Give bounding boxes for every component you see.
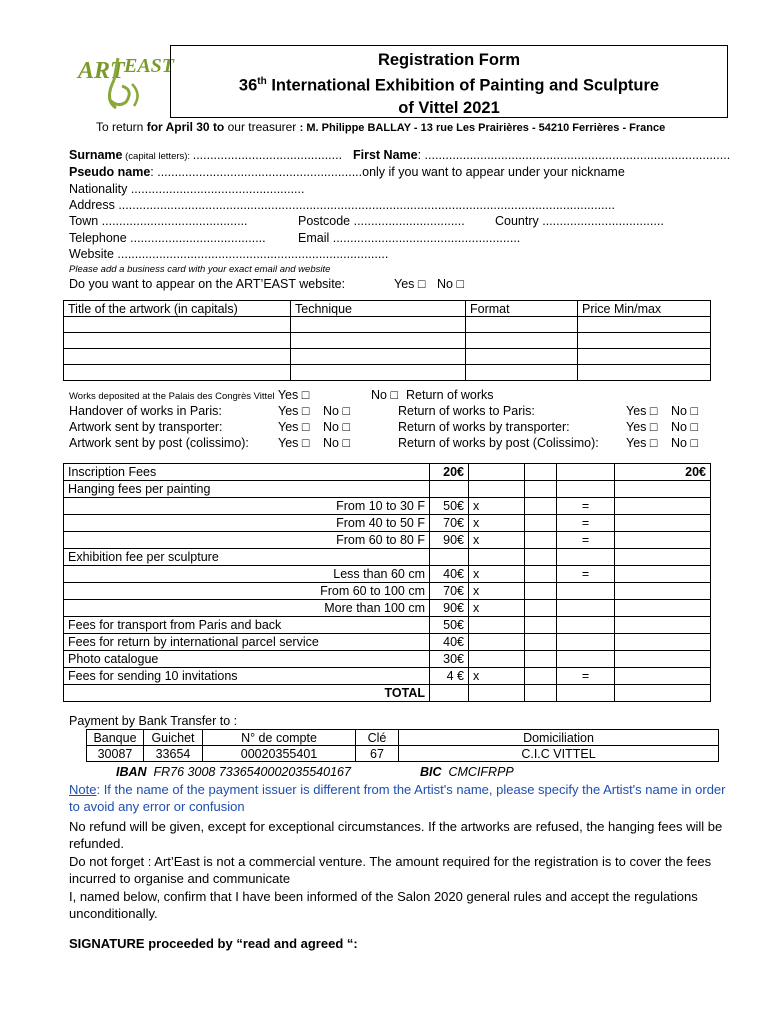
- nationality-field[interactable]: Nationality ..................................................: [69, 182, 305, 196]
- fee-label-cell: Exhibition fee per sculpture: [64, 549, 430, 566]
- fee-multiplier-cell: [469, 481, 525, 498]
- fee-price-cell: 70€: [430, 583, 469, 600]
- fee-price-cell: 30€: [430, 651, 469, 668]
- fee-quantity-cell[interactable]: [525, 617, 557, 634]
- appear-no-checkbox[interactable]: No □: [437, 277, 465, 291]
- fee-equals-cell: =: [557, 532, 615, 549]
- deposit-left-label: Artwork sent by post (colissimo):: [69, 436, 249, 450]
- payment-note: [69, 781, 729, 815]
- deposit-palais-label: Works deposited at the Palais des Congrès Vittel: [69, 391, 275, 402]
- fee-multiplier-cell: x: [469, 498, 525, 515]
- town-field[interactable]: Town ..........................................: [69, 214, 248, 228]
- fee-total-cell[interactable]: [615, 515, 711, 532]
- bank-header-domiciliation: Domiciliation: [399, 730, 719, 746]
- fee-total-cell[interactable]: [615, 651, 711, 668]
- fee-total-cell[interactable]: [615, 549, 711, 566]
- table-row: [64, 349, 711, 365]
- return-address: : M. Philippe BALLAY - 13 rue Les Prairières - 54210 Ferrières - France: [299, 122, 666, 134]
- title-edition-suffix: th: [257, 76, 267, 87]
- fee-equals-cell: [557, 583, 615, 600]
- surname-label: Surname: [69, 148, 123, 162]
- fee-total-cell[interactable]: [615, 668, 711, 685]
- deposit-palais-line: [69, 388, 309, 402]
- fee-price-cell: 50€: [430, 498, 469, 515]
- fee-equals-cell: [557, 634, 615, 651]
- fee-equals-cell: [557, 481, 615, 498]
- table-row: [64, 549, 711, 566]
- return-right-yes-checkbox[interactable]: Yes □: [626, 420, 658, 434]
- iban-line: [116, 765, 351, 779]
- fee-total-cell[interactable]: [615, 617, 711, 634]
- artwork-title-cell[interactable]: [64, 333, 291, 349]
- artwork-price-cell[interactable]: [578, 333, 711, 349]
- bic-value: CMCIFRPP: [448, 765, 514, 779]
- table-row: [64, 464, 711, 481]
- pseudo-line: [69, 165, 625, 179]
- fee-price-cell: 70€: [430, 515, 469, 532]
- deposit-left-label: Handover of works in Paris:: [69, 404, 222, 418]
- artwork-technique-cell[interactable]: [291, 333, 466, 349]
- return-date: for April 30 to: [146, 120, 225, 134]
- artworks-header-format: Format: [466, 301, 578, 317]
- deposit-left-no-checkbox[interactable]: No □: [323, 420, 351, 434]
- fee-label-cell: Fees for sending 10 invitations: [64, 668, 430, 685]
- table-row: [64, 515, 711, 532]
- fee-multiplier-cell: [469, 651, 525, 668]
- signature-label: SIGNATURE proceeded by “read and agreed “:: [69, 936, 358, 951]
- arteast-logo-graphic: [74, 50, 175, 112]
- fee-price-cell: 90€: [430, 532, 469, 549]
- fee-label-cell: From 60 to 100 cm: [64, 583, 430, 600]
- bank-banque-value: 30087: [87, 746, 144, 762]
- surname-hint: (capital letters):: [122, 151, 193, 162]
- surname-field[interactable]: ...........................................: [192, 148, 343, 162]
- fee-multiplier-cell: x: [469, 566, 525, 583]
- fee-equals-cell: [557, 600, 615, 617]
- postcode-field[interactable]: Postcode ................................: [298, 214, 465, 228]
- title-line-3: of Vittel 2021: [398, 98, 500, 117]
- fee-equals-cell: =: [557, 515, 615, 532]
- iban-label: IBAN: [116, 765, 147, 779]
- fee-label-cell: TOTAL: [64, 685, 430, 702]
- title-box: [170, 45, 728, 118]
- fee-quantity-cell[interactable]: [525, 600, 557, 617]
- table-row: [64, 668, 711, 685]
- fee-equals-cell: [557, 617, 615, 634]
- arteast-logo: [74, 50, 175, 112]
- fee-quantity-cell[interactable]: [525, 532, 557, 549]
- fee-total-cell[interactable]: [615, 532, 711, 549]
- table-row: [64, 317, 711, 333]
- telephone-field[interactable]: Telephone .......................................: [69, 231, 266, 245]
- fee-equals-cell: [557, 685, 615, 702]
- artwork-format-cell[interactable]: [466, 349, 578, 365]
- payment-title: Payment by Bank Transfer to :: [69, 714, 238, 728]
- surname-line: [69, 148, 342, 162]
- fee-quantity-cell[interactable]: [525, 549, 557, 566]
- bank-header-guichet: Guichet: [144, 730, 203, 746]
- fee-multiplier-cell: x: [469, 515, 525, 532]
- bank-header-row: [87, 730, 719, 746]
- return-of-works-title: Return of works: [406, 388, 494, 402]
- fee-label-cell: Photo catalogue: [64, 651, 430, 668]
- note-text: : If the name of the payment issuer is different from the Artist's name, please specify the Artist's name in order to avoid any error or confusion: [69, 782, 726, 814]
- fee-total-cell[interactable]: [615, 685, 711, 702]
- fees-table: [63, 463, 711, 702]
- website-field[interactable]: Website ..............................................................................: [69, 247, 389, 261]
- fee-total-cell[interactable]: [615, 481, 711, 498]
- refund-note: No refund will be given, except for exceptional circumstances. If the artworks are refused, the hanging fees will be refunded.: [69, 819, 723, 851]
- table-row: [64, 532, 711, 549]
- bank-compte-value: 00020355401: [203, 746, 356, 762]
- fee-multiplier-cell: x: [469, 600, 525, 617]
- fee-total-cell[interactable]: [615, 583, 711, 600]
- fee-total-cell[interactable]: [615, 498, 711, 515]
- table-row: [64, 583, 711, 600]
- title-edition-number: 36: [238, 76, 258, 95]
- deposit-left-no-checkbox[interactable]: No □: [323, 404, 351, 418]
- return-right-no-checkbox[interactable]: No □: [671, 436, 699, 450]
- svg-text:ART: ART: [78, 58, 125, 84]
- return-prefix: To return: [96, 120, 147, 134]
- appear-question: Do you want to appear on the ART’EAST website:: [69, 277, 346, 291]
- business-card-note: Please add a business card with your exact email and website: [69, 264, 331, 275]
- fee-price-cell: 50€: [430, 617, 469, 634]
- fee-multiplier-cell: x: [469, 583, 525, 600]
- fee-price-cell: [430, 549, 469, 566]
- return-mid: our treasurer: [224, 120, 300, 134]
- deposit-left-yes-checkbox[interactable]: Yes □: [278, 436, 310, 450]
- fee-price-cell: 40€: [430, 566, 469, 583]
- svg-text:EAST: EAST: [124, 55, 175, 77]
- note-label: Note: [69, 782, 97, 797]
- firstname-line: [353, 148, 730, 162]
- bank-header-banque: Banque: [87, 730, 144, 746]
- fee-label-cell: Fees for return by international parcel service: [64, 634, 430, 651]
- fee-total-cell[interactable]: [615, 600, 711, 617]
- fee-label-cell: From 40 to 50 F: [64, 515, 430, 532]
- fee-label-cell: From 60 to 80 F: [64, 532, 430, 549]
- artwork-price-cell[interactable]: [578, 349, 711, 365]
- title-line-2: [171, 71, 727, 97]
- bank-cle-value: 67: [356, 746, 399, 762]
- email-field[interactable]: Email ......................................................: [298, 231, 521, 245]
- fee-quantity-cell[interactable]: [525, 498, 557, 515]
- fee-equals-cell: =: [557, 566, 615, 583]
- bic-label: BIC: [420, 765, 442, 779]
- artwork-format-cell[interactable]: [466, 317, 578, 333]
- return-right-no-checkbox[interactable]: No □: [671, 404, 699, 418]
- fee-multiplier-cell: x: [469, 532, 525, 549]
- fee-quantity-cell[interactable]: [525, 685, 557, 702]
- return-line: [96, 120, 665, 134]
- fee-equals-cell: =: [557, 668, 615, 685]
- fee-quantity-cell[interactable]: [525, 583, 557, 600]
- artwork-price-cell[interactable]: [578, 317, 711, 333]
- fee-total-cell[interactable]: 20€: [615, 464, 711, 481]
- fee-multiplier-cell: [469, 634, 525, 651]
- confirmation-note: I, named below, confirm that I have been informed of the Salon 2020 general rules and accept the regulations unconditionally.: [69, 889, 698, 921]
- return-right-label: Return of works by transporter:: [398, 420, 570, 434]
- fee-quantity-cell[interactable]: [525, 515, 557, 532]
- artworks-header-price: Price Min/max: [578, 301, 711, 317]
- artwork-format-cell[interactable]: [466, 365, 578, 381]
- fee-price-cell: 4 €: [430, 668, 469, 685]
- title-line-2-rest: International Exhibition of Painting and Sculpture: [266, 76, 660, 95]
- fee-total-cell[interactable]: [615, 566, 711, 583]
- bank-guichet-value: 33654: [144, 746, 203, 762]
- fee-price-cell: 90€: [430, 600, 469, 617]
- fee-quantity-cell[interactable]: [525, 464, 557, 481]
- fee-label-cell: Less than 60 cm: [64, 566, 430, 583]
- fee-price-cell: 20€: [430, 464, 469, 481]
- table-row: [64, 617, 711, 634]
- table-row: [64, 498, 711, 515]
- fee-multiplier-cell: [469, 685, 525, 702]
- table-row: [64, 600, 711, 617]
- fee-equals-cell: =: [557, 498, 615, 515]
- fee-multiplier-cell: x: [469, 668, 525, 685]
- artwork-title-cell[interactable]: [64, 317, 291, 333]
- title-line-1: Registration Form: [377, 51, 521, 69]
- appear-yes-checkbox[interactable]: Yes □: [394, 277, 426, 291]
- return-right-no-checkbox[interactable]: No □: [671, 420, 699, 434]
- deposit-left-label: Artwork sent by transporter:: [69, 420, 223, 434]
- artworks-header-title: Title of the artwork (in capitals): [64, 301, 291, 317]
- pseudo-label: Pseudo name: [69, 165, 151, 179]
- fee-multiplier-cell: [469, 464, 525, 481]
- bank-table: [86, 729, 719, 762]
- return-right-yes-checkbox[interactable]: Yes □: [626, 436, 658, 450]
- fee-label-cell: More than 100 cm: [64, 600, 430, 617]
- bic-line: [420, 765, 514, 779]
- artwork-technique-cell[interactable]: [291, 317, 466, 333]
- fee-equals-cell: [557, 651, 615, 668]
- table-row: [64, 651, 711, 668]
- artwork-technique-cell[interactable]: [291, 365, 466, 381]
- fee-price-cell: [430, 685, 469, 702]
- artwork-technique-cell[interactable]: [291, 349, 466, 365]
- artworks-header-row: [64, 301, 711, 317]
- return-right-label: Return of works to Paris:: [398, 404, 535, 418]
- artwork-format-cell[interactable]: [466, 333, 578, 349]
- fee-multiplier-cell: [469, 617, 525, 634]
- fee-multiplier-cell: [469, 549, 525, 566]
- address-field[interactable]: Address ...............................................................................................................................................: [69, 198, 615, 212]
- table-row: [64, 566, 711, 583]
- fee-price-cell: 40€: [430, 634, 469, 651]
- fee-label-cell: Hanging fees per painting: [64, 481, 430, 498]
- fee-quantity-cell[interactable]: [525, 566, 557, 583]
- fee-quantity-cell[interactable]: [525, 651, 557, 668]
- fee-equals-cell: [557, 464, 615, 481]
- fee-price-cell: [430, 481, 469, 498]
- deposit-left-yes-checkbox[interactable]: Yes □: [278, 404, 310, 418]
- artworks-header-technique: Technique: [291, 301, 466, 317]
- bank-header-compte: N° de compte: [203, 730, 356, 746]
- fee-label-cell: Fees for transport from Paris and back: [64, 617, 430, 634]
- deposit-left-no-checkbox[interactable]: No □: [323, 436, 351, 450]
- fee-label-cell: From 10 to 30 F: [64, 498, 430, 515]
- deposit-palais-no-checkbox[interactable]: No □: [371, 388, 399, 402]
- artworks-table: [63, 300, 711, 381]
- fee-equals-cell: [557, 549, 615, 566]
- iban-value: FR76 3008 7336540002035540167: [153, 765, 351, 779]
- fee-quantity-cell[interactable]: [525, 668, 557, 685]
- artwork-price-cell[interactable]: [578, 365, 711, 381]
- fee-quantity-cell[interactable]: [525, 634, 557, 651]
- fee-total-cell[interactable]: [615, 634, 711, 651]
- table-row: [64, 365, 711, 381]
- bank-domiciliation-value: C.I.C VITTEL: [399, 746, 719, 762]
- firstname-field[interactable]: : ........................................................................................: [417, 148, 731, 162]
- fee-quantity-cell[interactable]: [525, 481, 557, 498]
- deposit-left-yes-checkbox[interactable]: Yes □: [278, 420, 310, 434]
- return-right-yes-checkbox[interactable]: Yes □: [626, 404, 658, 418]
- firstname-label: First Name: [353, 148, 418, 162]
- artwork-title-cell[interactable]: [64, 365, 291, 381]
- table-row: [64, 333, 711, 349]
- table-row: [64, 634, 711, 651]
- bank-value-row: [87, 746, 719, 762]
- deposit-palais-yes-checkbox[interactable]: Yes □: [277, 388, 310, 402]
- table-row: [64, 685, 711, 702]
- non-commercial-note: Do not forget : Art’East is not a commercial venture. The amount required for the registration is to cover the fees incurred to organise and communicate: [69, 854, 712, 886]
- country-field[interactable]: Country ...................................: [495, 214, 664, 228]
- artwork-title-cell[interactable]: [64, 349, 291, 365]
- fee-label-cell: Inscription Fees: [64, 464, 430, 481]
- pseudo-field[interactable]: : ...........................................................only if you want to appear under your nickname: [150, 165, 625, 179]
- return-right-label: Return of works by post (Colissimo):: [398, 436, 599, 450]
- table-row: [64, 481, 711, 498]
- bank-header-cle: Clé: [356, 730, 399, 746]
